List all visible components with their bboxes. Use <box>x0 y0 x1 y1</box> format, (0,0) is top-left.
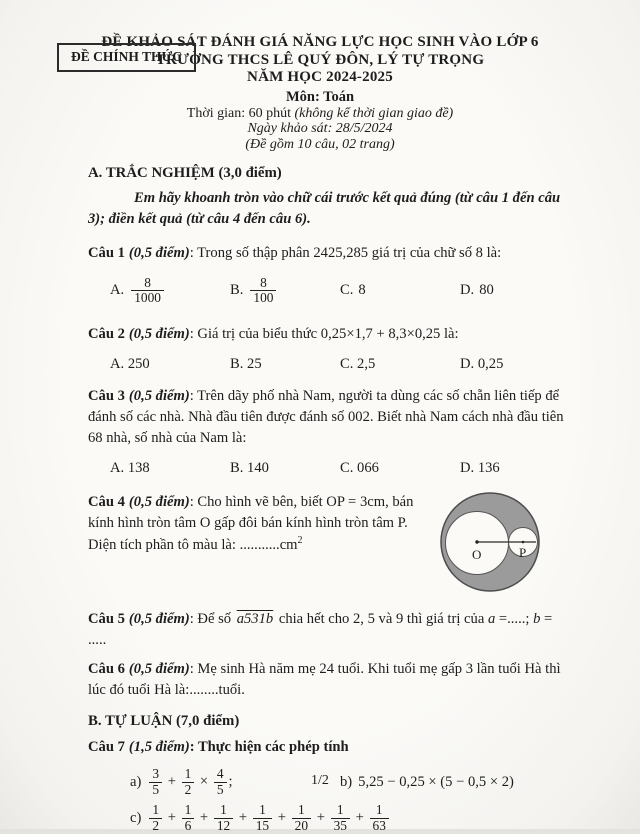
question-5-label: Câu 5 <box>88 610 125 627</box>
question-2-stem <box>88 324 568 345</box>
question-7-points: (1,5 điểm) <box>128 738 190 755</box>
section-a-instruction: Em hãy khoanh tròn vào chữ cái trước kết quả đúng (từ câu 1 đến câu 3); điền kết quả (từ câu 4 đến câu 6). <box>88 189 561 227</box>
subject-line: Môn: Toán <box>285 88 355 105</box>
label-O: O <box>472 546 482 562</box>
option-d-value: 80 <box>479 282 494 299</box>
question-1-label: Câu 1 <box>88 244 125 261</box>
option-b-label: B. <box>230 282 244 299</box>
question-2-label: Câu 2 <box>88 325 125 342</box>
option-c-value: 8 <box>358 282 366 299</box>
part-b-label: b) <box>340 773 353 790</box>
survey-date-line: Ngày khảo sát: 28/5/2024 <box>247 121 393 137</box>
question-3-option-d: D. 136 <box>460 459 500 476</box>
question-6-points: (0,5 điểm) <box>128 660 190 677</box>
question-4-points: (0,5 điểm) <box>128 493 190 510</box>
part-a-expression: $\frac{3}{5}$ + $\frac{1}{2}$ × $\frac{4}{5}$ ; <box>147 767 232 797</box>
time-note: (không kể thời gian giao đề) <box>294 105 454 121</box>
time-prefix: Thời gian: 60 phút <box>186 105 295 121</box>
exam-body <box>0 165 640 834</box>
option-d-label: D. <box>460 282 475 299</box>
q4-circles-figure <box>433 490 568 596</box>
question-1-text: : Trong số thập phân 2425,285 giá trị của chữ số 8 là: <box>189 244 502 261</box>
section-b-title: B. TỰ LUẬN (7,0 điểm) <box>88 712 240 729</box>
question-4-stem <box>88 492 419 557</box>
option-c-label: C. <box>340 282 354 299</box>
question-6-label: Câu 6 <box>88 660 125 677</box>
question-5-stem <box>88 609 568 651</box>
question-2-option-d: D. 0,25 <box>460 355 504 372</box>
question-3-points: (0,5 điểm) <box>128 387 190 404</box>
question-7-label: Câu 7 <box>88 738 125 755</box>
question-2-option-b: B. 25 <box>230 355 262 372</box>
question-5-points: (0,5 điểm) <box>128 610 190 627</box>
question-7-stem <box>88 737 568 758</box>
question-6-stem <box>88 659 568 701</box>
pages-note-line: (Đề gồm 10 câu, 02 trang) <box>245 137 395 153</box>
section-a-title: A. TRẮC NGHIỆM (3,0 điểm) <box>88 164 282 181</box>
option-b-value: $\frac{8}{100}$ <box>248 276 278 306</box>
question-7-part-c <box>88 803 568 833</box>
question-4-label: Câu 4 <box>88 493 125 510</box>
point-O-dot <box>475 540 478 543</box>
question-4-text: : Cho hình vẽ bên, biết OP = 3cm, bán kính hình tròn tâm O gấp đôi bán kính hình tròn tâm P. Diện tích phần tô màu là: ...........cm <box>88 493 414 553</box>
option-a-label: A. <box>110 282 125 299</box>
question-1-option-b <box>230 276 340 306</box>
question-1-option-c <box>340 282 460 299</box>
question-1-option-a <box>110 276 230 306</box>
question-1-stem <box>88 243 568 264</box>
part-b-expression: 5,25 − 0,25 × (5 − 0,5 × 2) <box>358 773 514 790</box>
question-3-stem <box>88 386 568 449</box>
question-4-block <box>88 492 568 596</box>
part-a-label: a) <box>130 773 142 790</box>
question-1-options <box>88 271 568 311</box>
exam-title: ĐỀ KHẢO SÁT ĐÁNH GIÁ NĂNG LỰC HỌC SINH VÀO LỚP 6 <box>101 34 539 50</box>
official-exam-stamp-box <box>57 43 196 72</box>
question-3-options <box>88 460 568 477</box>
question-3-option-a: A. 138 <box>110 459 150 476</box>
option-a-value: $\frac{8}{1000}$ <box>129 276 166 306</box>
question-4-superscript: 2 <box>297 535 303 547</box>
official-exam-stamp-label: ĐỀ CHÍNH THỨC <box>71 49 183 64</box>
question-2-option-c: C. 2,5 <box>340 355 376 372</box>
question-2-text: : Giá trị của biểu thức 0,25×1,7 + 8,3×0,25 là: <box>189 325 459 342</box>
page-number: 1/2 <box>311 773 329 788</box>
question-1-option-d <box>460 282 568 299</box>
school-year: NĂM HỌC 2024-2025 <box>247 69 393 85</box>
question-7-text: : Thực hiện các phép tính <box>189 738 349 755</box>
part-c-label: c) <box>130 810 142 827</box>
question-5-text: : Để số a531b chia hết cho 2, 5 và 9 thì giá trị của a =.....; b = ..... <box>88 610 553 648</box>
question-3-text: : Trên dãy phố nhà Nam, người ta dùng các số chẵn liên tiếp để đánh số các nhà. Nhà đầu tiên được đánh số 002. Biết nhà Nam cách nhà đầu tiên 68 nhà, số nhà của Nam là: <box>88 387 564 446</box>
question-3-label: Câu 3 <box>88 387 125 404</box>
point-P-dot <box>522 541 525 544</box>
time-line <box>0 106 640 122</box>
exam-header <box>0 0 640 153</box>
part-c-expression: $\frac{1}{2}$ + $\frac{1}{6}$ + $\frac{1}{12}$ + $\frac{1}{15}$ + $\frac{1}{20}$ + $\frac{1}{35}$ + $\frac{1}{63}$ <box>147 803 391 833</box>
question-2-option-a: A. 250 <box>110 355 150 372</box>
question-3-option-c: C. 066 <box>340 459 379 476</box>
school-name: TRƯỜNG THCS LÊ QUÝ ĐÔN, LÝ TỰ TRỌNG <box>155 51 485 68</box>
question-2-points: (0,5 điểm) <box>128 325 190 342</box>
question-6-text: : Mẹ sinh Hà năm mẹ 24 tuổi. Khi tuổi mẹ gấp 3 lần tuổi Hà thì lúc đó tuổi Hà là:........tuổi. <box>88 660 561 698</box>
question-2-options <box>88 356 568 373</box>
question-3-option-b: B. 140 <box>230 459 269 476</box>
label-P: P <box>519 544 527 560</box>
question-1-points: (0,5 điểm) <box>128 244 190 261</box>
